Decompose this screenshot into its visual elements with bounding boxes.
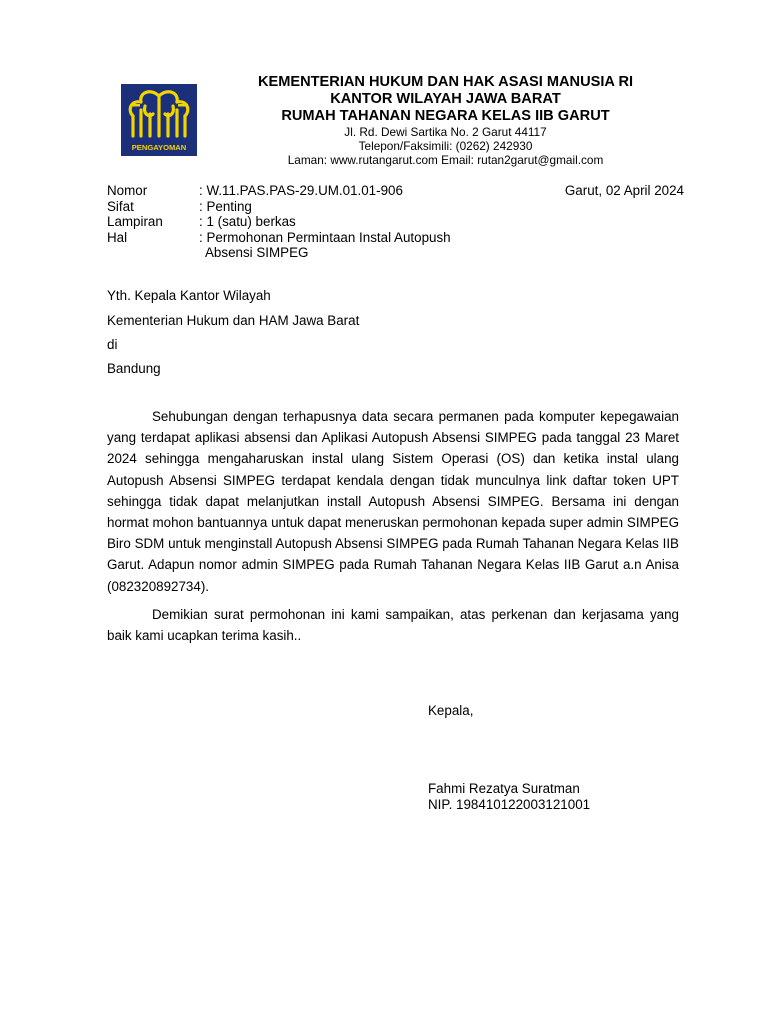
body-paragraph-1: Sehubungan dengan terhapusnya data secara permanen pada komputer kepegawaian yang terdapat aplikasi absensi dan Aplikasi Autopush Absensi SIMPEG pada tanggal 23 Maret 2024 sehingga mengaharuskan instal ulang Sistem Operasi (OS) dan ketika instal ulang Autopush Absensi SIMPEG terdapat kendala dengan tidak munculnya link daftar token UPT sehingga tidak dapat melanjutkan install Autopush Absensi SIMPEG. Bersama ini dengan hormat mohon bantuannya untuk dapat meneruskan permohonan kepada super admin SIMPEG Biro SDM untuk menginstall Autopush Absensi SIMPEG pada Rumah Tahanan Negara Kelas IIB Garut. Adapun nomor admin SIMPEG pada Rumah Tahanan Negara Kelas IIB Garut a.n Anisa (082320892734). xyxy=(107,409,679,594)
logo-caption: PENGAYOMAN xyxy=(131,143,187,152)
pengayoman-logo xyxy=(121,84,197,156)
recipient-line-1: Yth. Kepala Kantor Wilayah xyxy=(107,288,271,303)
lampiran-label: Lampiran xyxy=(107,214,163,230)
website-email: Laman: www.rutangarut.com Email: rutan2garut@gmail.com xyxy=(287,153,604,167)
nomor-value: : W.11.PAS.PAS-29.UM.01.01-906 xyxy=(199,183,403,198)
letter-meta xyxy=(107,183,499,261)
signatory-title: Kepala, xyxy=(428,703,474,718)
institution-name: RUMAH TAHANAN NEGARA KELAS IIB GARUT xyxy=(281,108,610,124)
lampiran-value: : 1 (satu) berkas xyxy=(199,214,296,230)
letterhead xyxy=(238,74,653,167)
regional-office: KANTOR WILAYAH JAWA BARAT xyxy=(330,91,561,107)
signatory-name: Fahmi Rezatya Suratman xyxy=(428,781,580,796)
hal-value: : Permohonan Permintaan Instal Autopush xyxy=(199,229,451,245)
ministry-name: KEMENTERIAN HUKUM DAN HAK ASASI MANUSIA RI xyxy=(257,74,634,90)
hal-value-cont: Absensi SIMPEG xyxy=(205,245,309,261)
nomor-label: Nomor xyxy=(107,183,148,198)
body-paragraph-2: Demikian surat permohonan ini kami sampaikan, atas perkenan dan kerjasama yang baik kami ucapkan terima kasih.. xyxy=(107,606,679,644)
recipient-line-3: di xyxy=(107,337,118,352)
sifat-value: : Penting xyxy=(199,198,252,214)
recipient-line-2: Kementerian Hukum dan HAM Jawa Barat xyxy=(107,313,360,328)
phone: Telepon/Faksimili: (0262) 242930 xyxy=(358,139,533,153)
letter-date: Garut, 02 April 2024 xyxy=(564,183,684,198)
hal-label: Hal xyxy=(107,229,128,245)
signatory-nip: NIP. 198410122003121001 xyxy=(428,797,591,812)
sifat-label: Sifat xyxy=(107,198,134,214)
address: Jl. Rd. Dewi Sartika No. 2 Garut 44117 xyxy=(344,125,547,139)
letter-body xyxy=(107,406,679,653)
recipient-line-4: Bandung xyxy=(107,361,161,376)
